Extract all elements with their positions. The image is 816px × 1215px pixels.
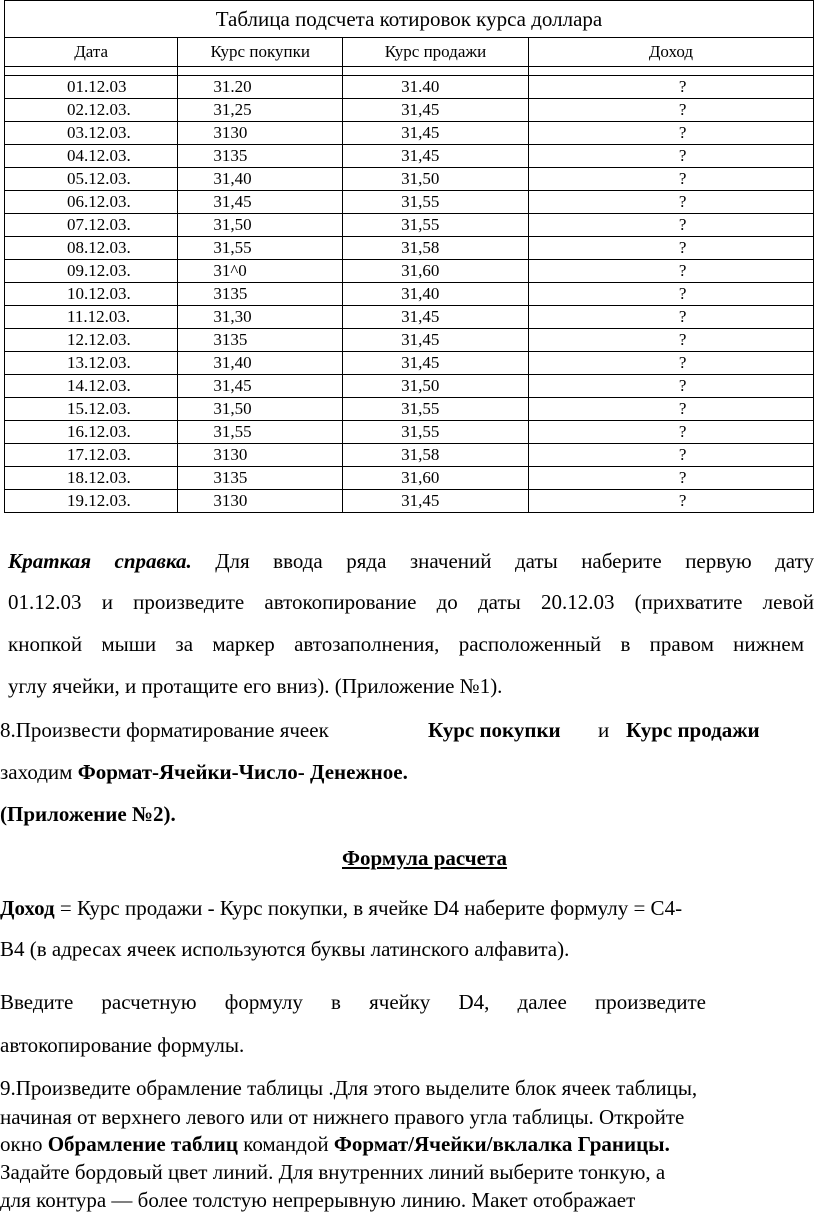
cell-buy-rate: 31,50 [178, 214, 343, 237]
formula-line-2: В4 (в адресах ячеек используются буквы латинского алфавита). [0, 937, 570, 961]
table-row [5, 421, 814, 444]
table-row [5, 168, 814, 191]
cell-buy-rate: 31,45 [178, 191, 343, 214]
cell-date: 09.12.03. [5, 260, 178, 283]
cell-date: 07.12.03. [5, 214, 178, 237]
cell-income: ? [528, 398, 813, 421]
step8-line2-prefix: заходим [0, 760, 78, 784]
cell-income: ? [528, 214, 813, 237]
cell-date: 05.12.03. [5, 168, 178, 191]
cell-income: ? [528, 467, 813, 490]
step8-line-2 [0, 760, 408, 785]
cell-income: ? [528, 99, 813, 122]
cell-date: 02.12.03. [5, 99, 178, 122]
cell-sell-rate: 31,45 [343, 306, 529, 329]
table-row [5, 237, 814, 260]
spacer-cell [528, 67, 813, 76]
cell-date: 13.12.03. [5, 352, 178, 375]
note-line-2: 01.12.03 и произведите автокопирование до даты 20.12.03 (прихватите левой [8, 590, 814, 614]
step9-line3-mid: командой [237, 1132, 334, 1156]
cell-date: 04.12.03. [5, 145, 178, 168]
note-line-3: кнопкой мыши за маркер автозаполнения, расположенный в правом нижнем [8, 632, 804, 656]
step9-dialog-name: Обрамление таблиц [47, 1132, 238, 1156]
cell-income: ? [528, 421, 813, 444]
table-row [5, 444, 814, 467]
cell-buy-rate: 3135 [178, 145, 343, 168]
note-line-4: углу ячейки, и протащите его вниз). (Приложение №1). [8, 674, 503, 698]
cell-date: 17.12.03. [5, 444, 178, 467]
formula-heading: Формула расчета [342, 846, 508, 870]
step8-appendix: (Приложение №2). [0, 802, 176, 826]
header-date: Дата [5, 38, 178, 67]
table-row [5, 306, 814, 329]
cell-date: 19.12.03. [5, 490, 178, 513]
table-row [5, 191, 814, 214]
table-row [5, 352, 814, 375]
cell-sell-rate: 31,45 [343, 145, 529, 168]
step8-bold-buy: Курс покупки [428, 718, 561, 742]
table-row [5, 398, 814, 421]
cell-date: 18.12.03. [5, 467, 178, 490]
cell-sell-rate: 31,45 [343, 490, 529, 513]
table-row [5, 260, 814, 283]
cell-date: 16.12.03. [5, 421, 178, 444]
cell-sell-rate: 31,55 [343, 421, 529, 444]
table-row [5, 76, 814, 99]
table-row [5, 122, 814, 145]
table-row [5, 490, 814, 513]
formula-line-1 [0, 896, 682, 921]
cell-income: ? [528, 237, 813, 260]
cell-sell-rate: 31,58 [343, 237, 529, 260]
header-income: Доход [528, 38, 813, 67]
cell-date: 08.12.03. [5, 237, 178, 260]
note-lead: Краткая справка. [8, 549, 192, 573]
step9-line3-prefix: окно [0, 1132, 48, 1156]
cell-buy-rate: 3130 [178, 490, 343, 513]
cell-date: 14.12.03. [5, 375, 178, 398]
cell-income: ? [528, 145, 813, 168]
cell-date: 06.12.03. [5, 191, 178, 214]
rates-table [4, 0, 814, 513]
cell-date: 01.12.03 [5, 76, 178, 99]
table-row [5, 375, 814, 398]
cell-buy-rate: 3130 [178, 122, 343, 145]
cell-income: ? [528, 191, 813, 214]
table-row [5, 145, 814, 168]
step9-line-5: для контура — более толстую непрерывную линию. Макет отображает [0, 1188, 636, 1212]
cell-date: 03.12.03. [5, 122, 178, 145]
formula-text-1: = Курс продажи - Курс покупки, в ячейке D4 наберите формулу = С4- [54, 896, 683, 920]
cell-buy-rate: 31,40 [178, 352, 343, 375]
cell-income: ? [528, 444, 813, 467]
table-row [5, 214, 814, 237]
cell-sell-rate: 31,45 [343, 122, 529, 145]
cell-income: ? [528, 76, 813, 99]
step8-bold-sell: Курс продажи [626, 718, 760, 742]
step9-line-3 [0, 1132, 670, 1157]
cell-income: ? [528, 283, 813, 306]
cell-buy-rate: 31,45 [178, 375, 343, 398]
cell-income: ? [528, 352, 813, 375]
spacer-cell [178, 67, 343, 76]
step9-line-2: начиная от верхнего левого или от нижнего правого угла таблицы. Откройте [0, 1105, 685, 1129]
cell-buy-rate: 3130 [178, 444, 343, 467]
cell-sell-rate: 31,45 [343, 329, 529, 352]
cell-income: ? [528, 122, 813, 145]
step9-menu-path: Формат/Ячейки/вклалка Границы. [333, 1132, 670, 1156]
cell-buy-rate: 3135 [178, 329, 343, 352]
step9-line-1: 9.Произведите обрамление таблицы .Для этого выделите блок ячеек таблицы, [0, 1076, 698, 1100]
cell-date: 11.12.03. [5, 306, 178, 329]
note-text-1: Для ввода ряда значений даты наберите первую дату [191, 549, 814, 573]
cell-income: ? [528, 306, 813, 329]
cell-sell-rate: 31,60 [343, 260, 529, 283]
cell-buy-rate: 31,55 [178, 237, 343, 260]
enter-line-2: автокопирование формулы. [0, 1033, 245, 1057]
table-spacer-row [5, 67, 814, 76]
spacer-cell [343, 67, 529, 76]
formula-income-bold: Доход [0, 896, 55, 920]
header-buy-rate: Курс покупки [178, 38, 343, 67]
cell-buy-rate: 31,25 [178, 99, 343, 122]
table-row [5, 99, 814, 122]
cell-buy-rate: 3135 [178, 283, 343, 306]
cell-sell-rate: 31,55 [343, 398, 529, 421]
cell-sell-rate: 31,40 [343, 283, 529, 306]
cell-buy-rate: 31,40 [178, 168, 343, 191]
table-row [5, 467, 814, 490]
cell-sell-rate: 31,55 [343, 214, 529, 237]
cell-income: ? [528, 329, 813, 352]
spacer-cell [5, 67, 178, 76]
cell-sell-rate: 31,45 [343, 99, 529, 122]
cell-sell-rate: 31,58 [343, 444, 529, 467]
table-title: Таблица подсчета котировок курса доллара [5, 1, 814, 38]
table-row [5, 283, 814, 306]
step8-format-path: Формат-Ячейки-Число- Денежное. [77, 760, 408, 784]
step8-line-1 [0, 718, 790, 743]
cell-buy-rate: 31.20 [178, 76, 343, 99]
cell-date: 12.12.03. [5, 329, 178, 352]
cell-sell-rate: 31,55 [343, 191, 529, 214]
cell-sell-rate: 31,50 [343, 168, 529, 191]
cell-buy-rate: 31,50 [178, 398, 343, 421]
cell-income: ? [528, 375, 813, 398]
enter-line-1: Введите расчетную формулу в ячейку D4, далее произведите [0, 990, 706, 1014]
cell-sell-rate: 31,60 [343, 467, 529, 490]
note-line-1 [8, 549, 814, 574]
cell-date: 10.12.03. [5, 283, 178, 306]
cell-sell-rate: 31,50 [343, 375, 529, 398]
table-header-row [5, 38, 814, 67]
cell-income: ? [528, 260, 813, 283]
table-row [5, 329, 814, 352]
step8-prefix: 8.Произвести форматирование ячеек [0, 718, 329, 742]
cell-income: ? [528, 490, 813, 513]
cell-buy-rate: 3135 [178, 467, 343, 490]
step9-line-4: Задайте бордовый цвет линий. Для внутренних линий выберите тонкую, а [0, 1160, 666, 1184]
cell-buy-rate: 31,30 [178, 306, 343, 329]
cell-buy-rate: 31,55 [178, 421, 343, 444]
cell-date: 15.12.03. [5, 398, 178, 421]
cell-sell-rate: 31,45 [343, 352, 529, 375]
cell-buy-rate: 31^0 [178, 260, 343, 283]
step8-and: и [598, 718, 610, 742]
cell-sell-rate: 31.40 [343, 76, 529, 99]
cell-income: ? [528, 168, 813, 191]
header-sell-rate: Курс продажи [343, 38, 529, 67]
